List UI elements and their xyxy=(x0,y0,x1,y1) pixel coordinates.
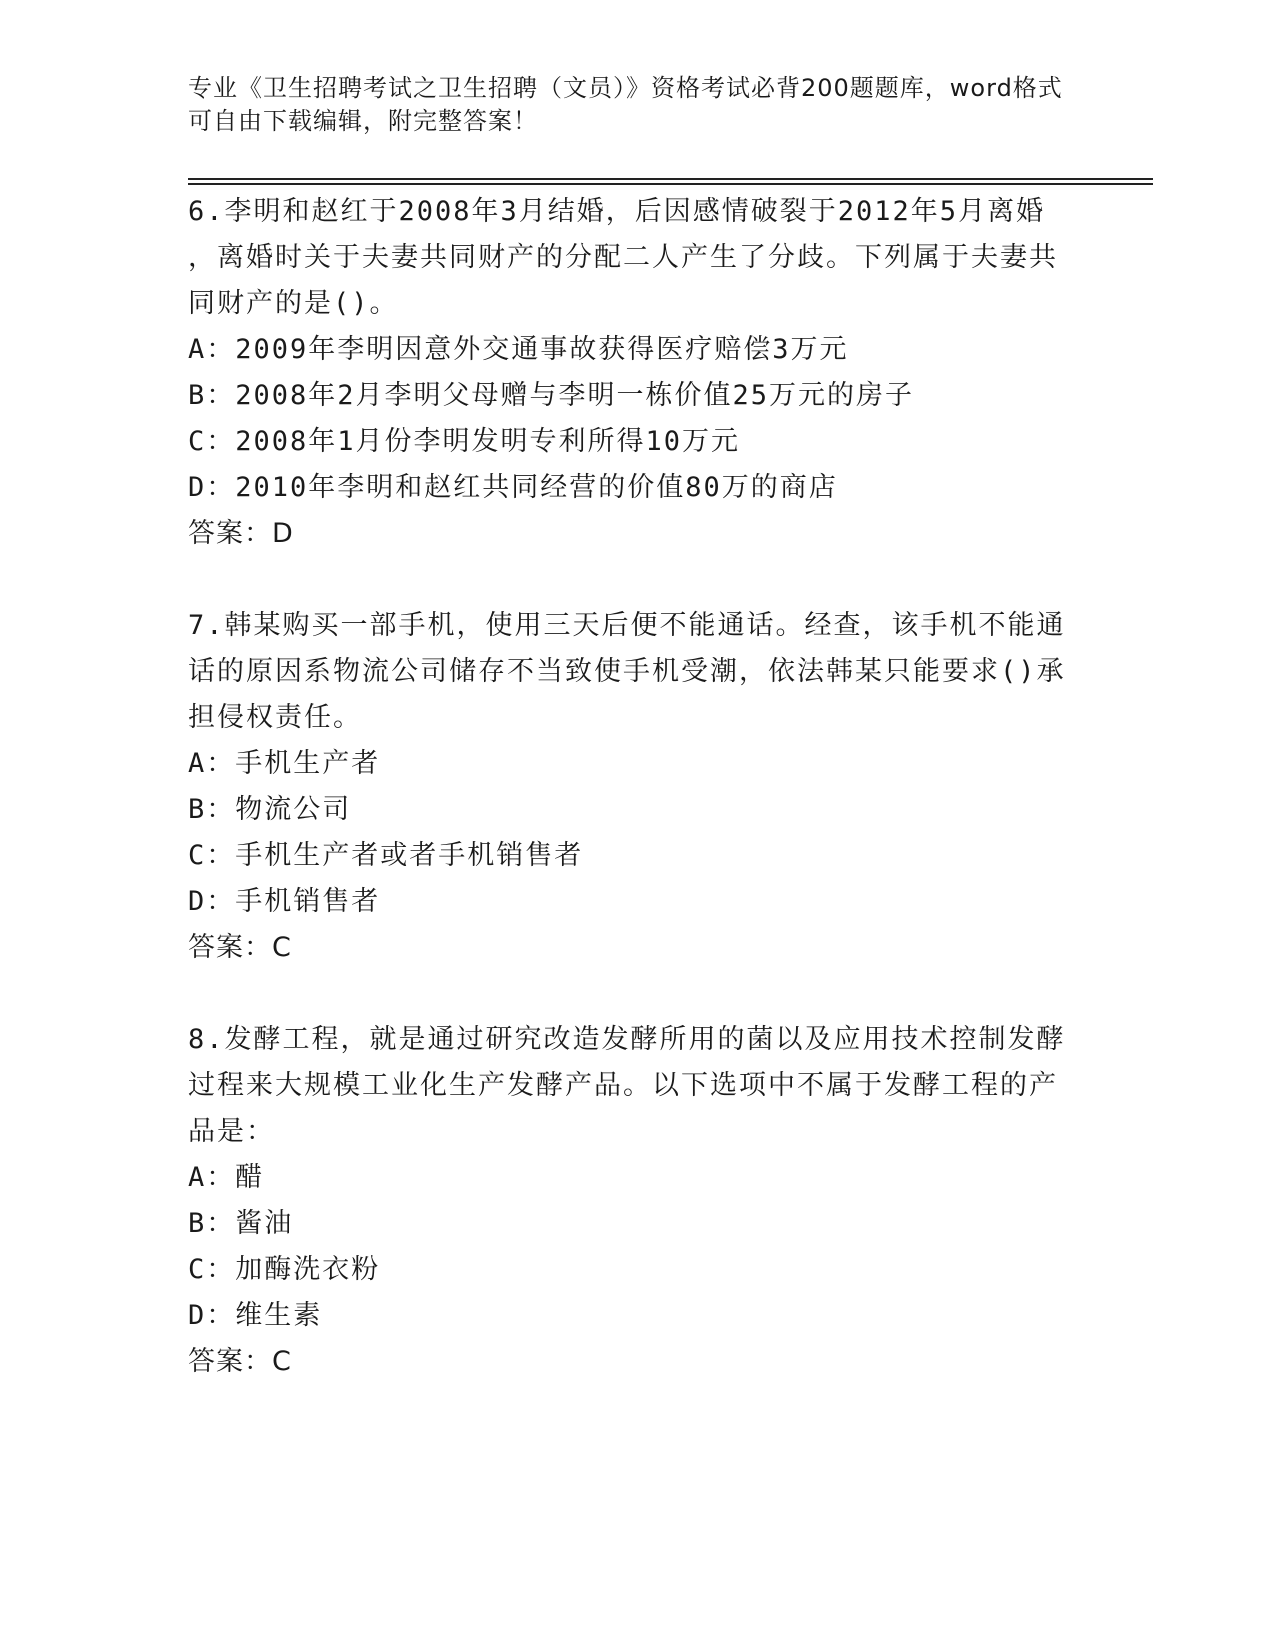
option-b: B：2008年2月李明父母赠与李明一栋价值25万元的房子 xyxy=(188,380,915,411)
header-divider-bottom xyxy=(188,183,1153,185)
question-7 xyxy=(188,603,1068,971)
question-list xyxy=(188,189,1068,1431)
answer-line: 答案：C xyxy=(188,932,292,963)
question-6 xyxy=(188,189,1068,557)
stem-line: 6.李明和赵红于2008年3月结婚，后因感情破裂于2012年5月离婚 xyxy=(188,196,1046,227)
option-a: A：2009年李明因意外交通事故获得医疗赔偿3万元 xyxy=(188,334,849,365)
question-stem xyxy=(188,189,1068,327)
option-b: B：物流公司 xyxy=(188,794,352,825)
question-stem xyxy=(188,1017,1068,1155)
stem-line: ，离婚时关于夫妻共同财产的分配二人产生了分歧。下列属于夫妻共 xyxy=(188,242,1058,273)
stem-line: 话的原因系物流公司储存不当致使手机受潮，依法韩某只能要求()承 xyxy=(188,656,1066,687)
stem-line: 担侵权责任。 xyxy=(188,702,362,733)
header-line-1: 专业《卫生招聘考试之卫生招聘（文员）》资格考试必背200题题库，word格式 xyxy=(188,74,1063,102)
answer-line: 答案：C xyxy=(188,1346,292,1377)
header-line-2: 可自由下载编辑，附完整答案！ xyxy=(188,107,538,135)
option-a: A：手机生产者 xyxy=(188,748,381,779)
question-stem xyxy=(188,603,1068,741)
answer-line: 答案：D xyxy=(188,518,294,549)
option-d: D：2010年李明和赵红共同经营的价值80万的商店 xyxy=(188,472,838,503)
stem-line: 品是： xyxy=(188,1116,275,1147)
question-8 xyxy=(188,1017,1068,1385)
stem-line: 7.韩某购买一部手机，使用三天后便不能通话。经查，该手机不能通 xyxy=(188,610,1066,641)
option-c: C：2008年1月份李明发明专利所得10万元 xyxy=(188,426,741,457)
option-c: C：手机生产者或者手机销售者 xyxy=(188,840,584,871)
option-d: D：手机销售者 xyxy=(188,886,381,917)
document-header xyxy=(188,72,1068,138)
option-d: D：维生素 xyxy=(188,1300,323,1331)
stem-line: 过程来大规模工业化生产发酵产品。以下选项中不属于发酵工程的产 xyxy=(188,1070,1058,1101)
stem-line: 同财产的是()。 xyxy=(188,288,399,319)
option-c: C：加酶洗衣粉 xyxy=(188,1254,381,1285)
option-a: A：醋 xyxy=(188,1162,265,1193)
option-b: B：酱油 xyxy=(188,1208,294,1239)
stem-line: 8.发酵工程，就是通过研究改造发酵所用的菌以及应用技术控制发酵 xyxy=(188,1024,1066,1055)
header-divider-top xyxy=(188,178,1153,180)
